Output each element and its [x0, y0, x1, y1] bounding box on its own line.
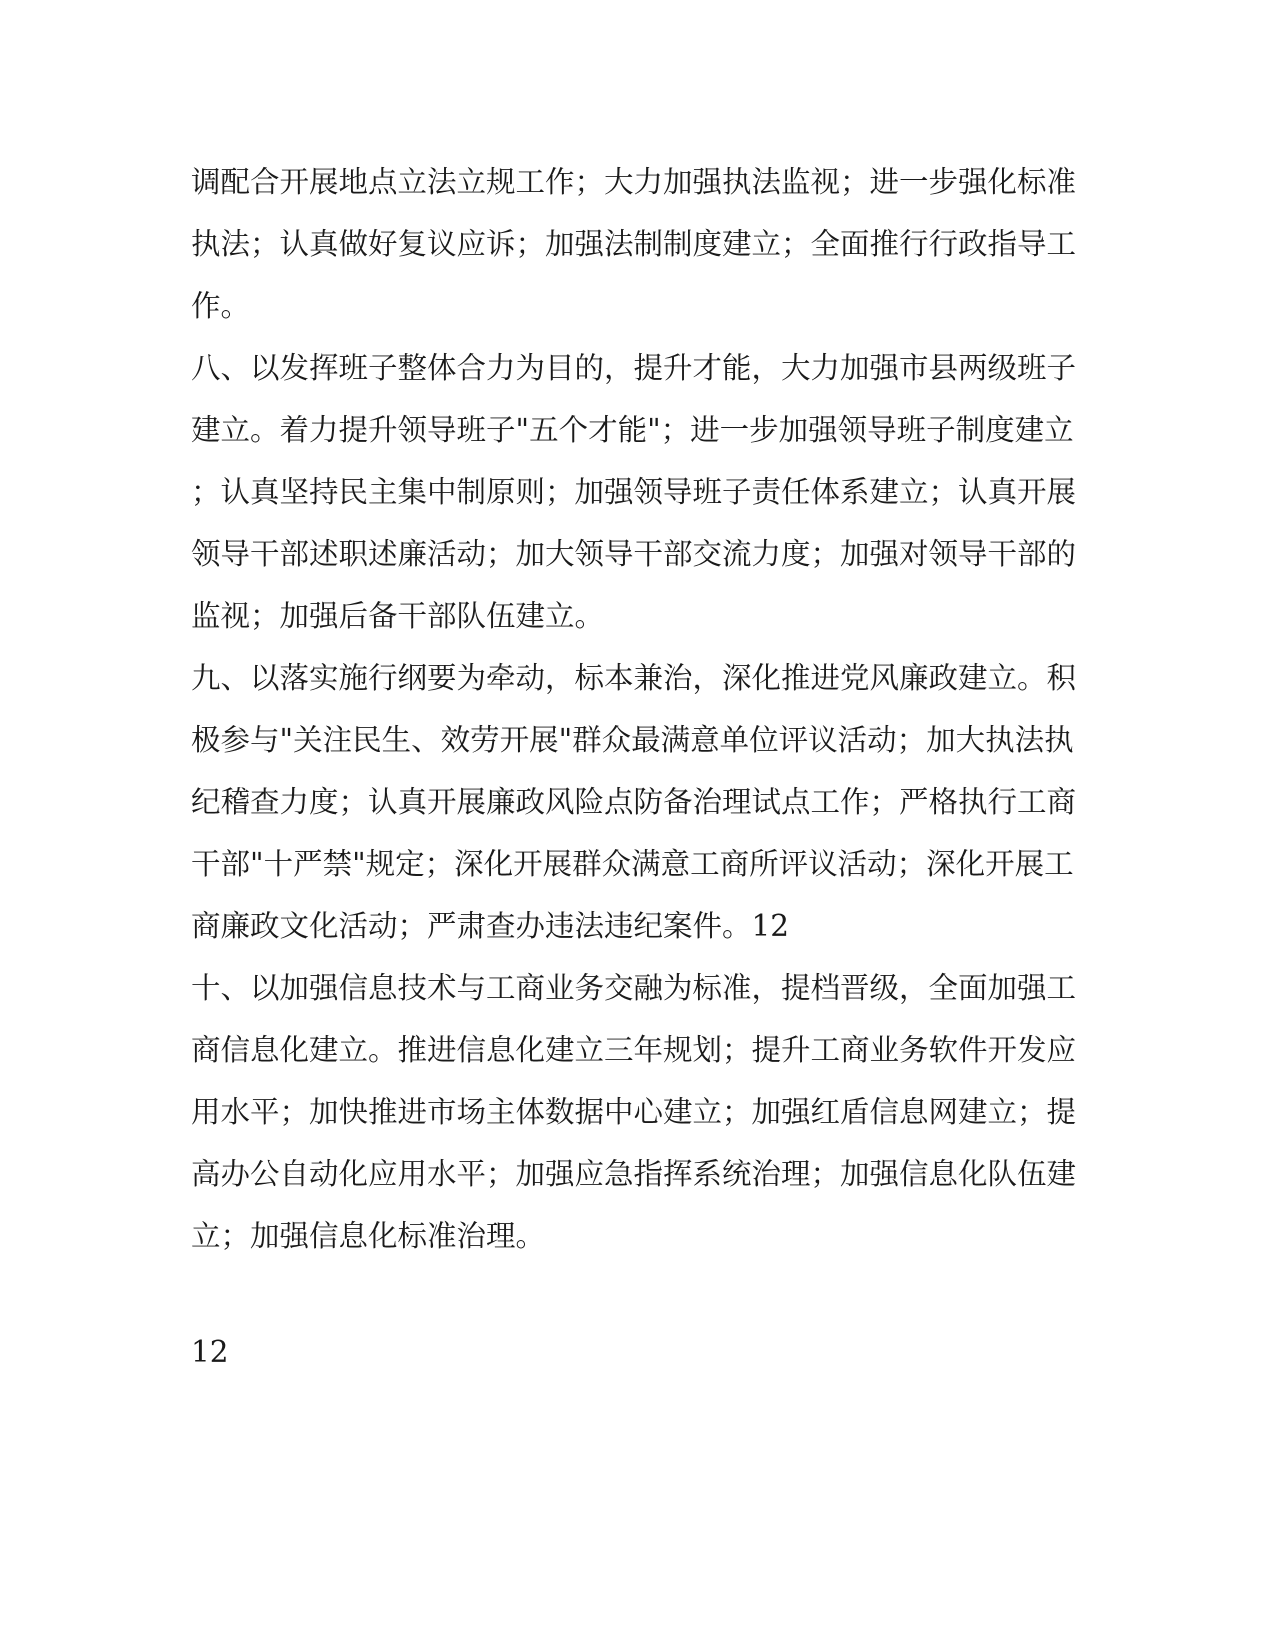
body-text-line: 监视；加强后备干部队伍建立。	[191, 599, 605, 633]
body-text-line: 十、以加强信息技术与工商业务交融为标准，提档晋级，全面加强工	[191, 971, 1077, 1005]
body-text-line: 纪稽查力度；认真开展廉政风险点防备治理试点工作；严格执行工商	[191, 785, 1077, 819]
body-text-line: 作。	[191, 289, 251, 323]
body-text-line: 商廉政文化活动；严肃查办违法违纪案件。12	[191, 909, 790, 943]
body-text-line: 九、以落实施行纲要为牵动，标本兼治，深化推进党风廉政建立。积	[191, 661, 1077, 695]
body-text-line: 八、以发挥班子整体合力为目的，提升才能，大力加强市县两级班子	[191, 351, 1077, 385]
body-text-line: 用水平；加快推进市场主体数据中心建立；加强红盾信息网建立；提	[191, 1095, 1077, 1129]
body-text-line: 极参与"关注民生、效劳开展"群众最满意单位评议活动；加大执法执	[191, 723, 1074, 757]
body-text-line: 领导干部述职述廉活动；加大领导干部交流力度；加强对领导干部的	[191, 537, 1077, 571]
body-text-line: 高办公自动化应用水平；加强应急指挥系统治理；加强信息化队伍建	[191, 1157, 1077, 1191]
body-text-line: 商信息化建立。推进信息化建立三年规划；提升工商业务软件开发应	[191, 1033, 1077, 1067]
body-text-line: 干部"十严禁"规定；深化开展群众满意工商所评议活动；深化开展工	[191, 847, 1074, 881]
body-text-line: 执法；认真做好复议应诉；加强法制制度建立；全面推行行政指导工	[191, 227, 1077, 261]
body-text-line: 建立。着力提升领导班子"五个才能"；进一步加强领导班子制度建立	[191, 413, 1074, 447]
body-text-line: 调配合开展地点立法立规工作；大力加强执法监视；进一步强化标准	[191, 165, 1077, 199]
page-number: 12	[191, 1335, 229, 1369]
body-text-line: ；认真坚持民主集中制原则；加强领导班子责任体系建立；认真开展	[191, 475, 1077, 509]
body-text-line: 立；加强信息化标准治理。	[191, 1219, 546, 1253]
